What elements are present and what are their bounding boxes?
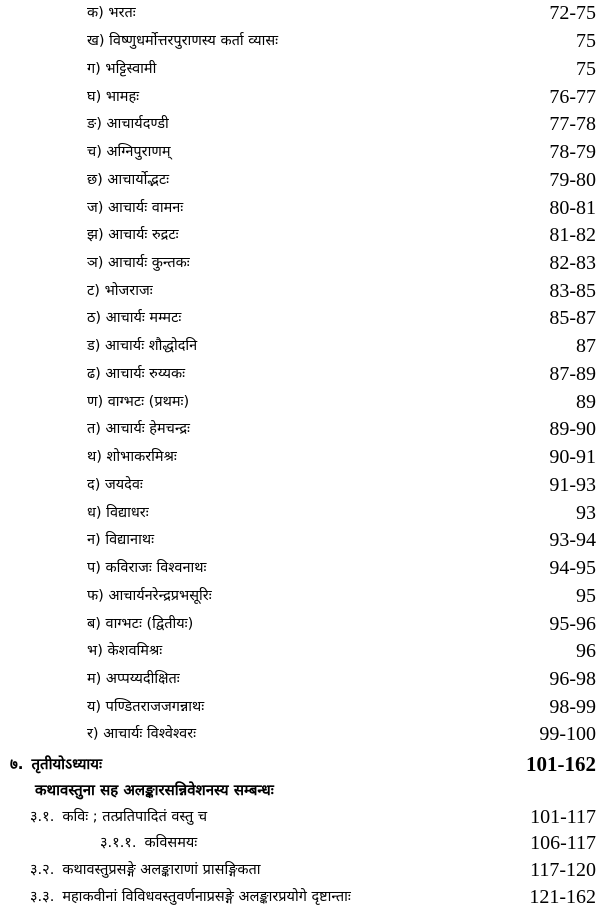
toc-entry-title: च) अग्निपुराणम् [87, 144, 171, 160]
toc-entry [0, 361, 600, 387]
toc-entry-title: झ) आचार्यः रुद्रटः [87, 227, 179, 243]
toc-entry-pages: 95 [576, 585, 596, 607]
toc-entry-pages: 87 [576, 335, 596, 357]
section-text: कथावस्तुप्रसङ्गे अलङ्काराणां प्रासङ्गिकता [62, 862, 261, 878]
section-entry [0, 804, 600, 830]
toc-entry-pages: 89-90 [549, 418, 596, 440]
chapter-title: तृतीयोऽध्यायः [31, 755, 103, 773]
toc-entry-title: फ) आचार्यनरेन्द्रप्रभसूरिः [87, 588, 212, 604]
toc-entry-pages: 91-93 [549, 474, 596, 496]
toc-entry-pages: 96 [576, 640, 596, 662]
section-title [30, 804, 207, 830]
toc-entry-title: ढ) आचार्यः रुय्यकः [87, 366, 186, 382]
toc-entry-pages: 98-99 [549, 696, 596, 718]
toc-entry-pages: 85-87 [549, 307, 596, 329]
toc-entry [0, 527, 600, 553]
section-text: कविः ; तत्प्रतिपादितं वस्तु च [62, 809, 208, 825]
toc-entry [0, 721, 600, 747]
toc-entry-title: घ) भामहः [87, 89, 140, 105]
chapter-number: ७. [10, 755, 24, 773]
section-text: महाकवीनां विविधवस्तुवर्णनाप्रसङ्गे अलङ्कारप्रयोगे दृष्टान्ताः [62, 889, 351, 905]
toc-entry-pages: 80-81 [549, 197, 596, 219]
toc-entry-title: द) जयदेवः [87, 477, 143, 493]
toc-entry [0, 583, 600, 609]
section-entry [0, 830, 600, 856]
toc-entry-pages: 89 [576, 391, 596, 413]
toc-entry [0, 84, 600, 110]
toc-entry-pages: 75 [576, 30, 596, 52]
toc-entry-pages: 94-95 [549, 557, 596, 579]
toc-entry [0, 28, 600, 54]
toc-entry [0, 250, 600, 276]
section-text: कविसमयः [144, 835, 198, 851]
section-pages: 117-120 [530, 859, 596, 881]
toc-entry-pages: 77-78 [549, 113, 596, 135]
toc-entry-title: ग) भट्टिस्वामी [87, 61, 157, 77]
toc-entry-title: य) पण्डितराजजगन्नाथः [87, 699, 205, 715]
toc-entry [0, 305, 600, 331]
toc-entry-title: त) आचार्यः हेमचन्द्रः [87, 421, 190, 437]
toc-entry-title: ठ) आचार्यः मम्मटः [87, 310, 182, 326]
toc-entry [0, 0, 600, 26]
toc-entry [0, 472, 600, 498]
toc-entry [0, 167, 600, 193]
section-entry [0, 857, 600, 883]
toc-entry-title: ड) आचार्यः शौद्धोदनि [87, 338, 198, 354]
toc-entry [0, 638, 600, 664]
section-number: ३.३. [30, 889, 55, 905]
toc-entry-pages: 75 [576, 58, 596, 80]
chapter-pages: 101-162 [526, 752, 596, 776]
toc-entry-pages: 99-100 [539, 723, 596, 745]
toc-entry-pages: 93 [576, 502, 596, 524]
toc-entry-title: ङ) आचार्यदण्डी [87, 116, 169, 132]
toc-entry [0, 222, 600, 248]
chapter-subtitle-text: कथावस्तुना सह अलङ्कारसन्निवेशनस्य सम्बन्धः [35, 781, 274, 799]
toc-entry-title: ण) वाग्भटः (प्रथमः) [87, 394, 190, 410]
toc-entry-title: क) भरतः [87, 5, 136, 21]
toc-entry [0, 333, 600, 359]
toc-entry-pages: 83-85 [549, 280, 596, 302]
toc-entry-title: ञ) आचार्यः कुन्तकः [87, 255, 190, 271]
toc-entry-pages: 72-75 [549, 2, 596, 24]
toc-entry-pages: 78-79 [549, 141, 596, 163]
toc-entry [0, 555, 600, 581]
toc-entry [0, 694, 600, 720]
toc-entry-pages: 81-82 [549, 224, 596, 246]
chapter-heading-title [10, 751, 102, 777]
section-pages: 121-162 [529, 886, 596, 908]
chapter-subtitle [0, 777, 600, 803]
toc-entry-title: प) कविराजः विश्वनाथः [87, 560, 207, 576]
toc-entry-pages: 96-98 [549, 668, 596, 690]
toc-entry-pages: 95-96 [549, 613, 596, 635]
section-number: ३.१.१. [100, 835, 137, 851]
toc-entry-title: ब) वाग्भटः (द्वितीयः) [87, 616, 194, 632]
toc-entry [0, 139, 600, 165]
toc-entry [0, 56, 600, 82]
toc-entry [0, 278, 600, 304]
toc-entry-title: ट) भोजराजः [87, 283, 153, 299]
toc-entry-pages: 87-89 [549, 363, 596, 385]
toc-entry-title: ज) आचार्यः वामनः [87, 200, 184, 216]
toc-entry-pages: 79-80 [549, 169, 596, 191]
toc-entry-pages: 82-83 [549, 252, 596, 274]
section-entry [0, 884, 600, 910]
toc-entry [0, 111, 600, 137]
chapter-heading [0, 751, 600, 777]
toc-entry [0, 500, 600, 526]
toc-entry-title: ध) विद्याधरः [87, 505, 149, 521]
section-title [100, 830, 197, 856]
toc-entry-title: न) विद्यानाथः [87, 532, 155, 548]
toc-entry-title: ख) विष्णुधर्मोत्तरपुराणस्य कर्ता व्यासः [87, 33, 279, 49]
toc-entry-pages: 90-91 [549, 446, 596, 468]
section-number: ३.२. [30, 862, 55, 878]
section-pages: 106-117 [530, 832, 596, 854]
section-pages: 101-117 [530, 806, 596, 828]
toc-entry-pages: 76-77 [549, 86, 596, 108]
toc-entry [0, 444, 600, 470]
toc-entry [0, 389, 600, 415]
toc-entry-title: म) अप्पय्यदीक्षितः [87, 671, 180, 687]
toc-entry [0, 416, 600, 442]
section-title [30, 884, 351, 910]
section-number: ३.१. [30, 809, 55, 825]
section-title [30, 857, 261, 883]
toc-entry [0, 611, 600, 637]
toc-entry [0, 666, 600, 692]
toc-entry-title: थ) शोभाकरमिश्रः [87, 449, 177, 465]
toc-entry-title: छ) आचार्योद्भटः [87, 172, 170, 188]
toc-entry-title: र) आचार्यः विश्वेश्वरः [87, 726, 197, 742]
toc-entry-pages: 93-94 [549, 529, 596, 551]
toc-entry [0, 195, 600, 221]
toc-entry-title: भ) केशवमिश्रः [87, 643, 163, 659]
